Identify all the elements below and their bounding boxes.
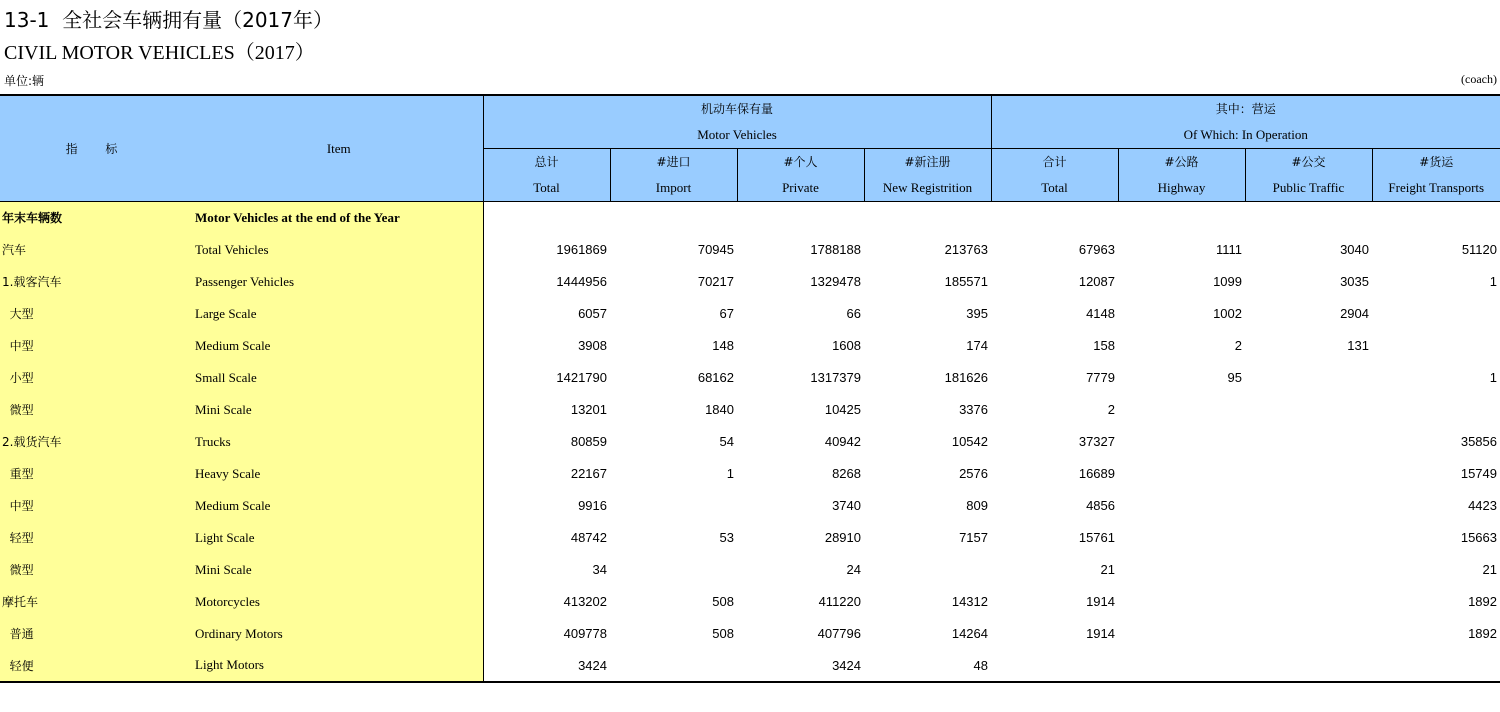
row-label-cn: 汽车 <box>0 234 195 266</box>
table-cell: 21 <box>1100 562 1115 577</box>
table-cell: 22167 <box>570 466 607 481</box>
table-cell: 10542 <box>951 434 988 449</box>
table-row <box>0 618 1500 650</box>
row-label-en: Motorcycles <box>195 586 483 618</box>
table-cell: 13201 <box>570 402 607 417</box>
table-cell <box>1245 202 1372 234</box>
table-cell <box>1372 330 1500 362</box>
table-cell <box>1118 522 1245 554</box>
table-cell <box>1372 650 1500 682</box>
table-cell: 66 <box>846 306 861 321</box>
table-cell: 1 <box>726 466 734 481</box>
table-cell: 3424 <box>737 650 864 682</box>
table-cell: 28910 <box>824 530 861 545</box>
table-cell: 1099 <box>1213 274 1242 289</box>
table-cell: 3040 <box>1340 242 1369 257</box>
table-cell: 67963 <box>1078 242 1115 257</box>
row-label-cn: 1.载客汽车 <box>0 266 195 298</box>
table-cell <box>1118 426 1245 458</box>
table-cell: 1 <box>1489 370 1497 385</box>
table-cell: 1 <box>1489 274 1497 289</box>
table-cell: 14312 <box>951 594 988 609</box>
table-cell: 68162 <box>697 370 734 385</box>
table-cell <box>1245 522 1372 554</box>
table-cell: 148 <box>712 338 734 353</box>
table-cell: 70217 <box>697 274 734 289</box>
table-cell: 7779 <box>1086 370 1115 385</box>
table-cell: 95 <box>1227 370 1242 385</box>
table-cell: 16689 <box>1078 466 1115 481</box>
unit-label-en: (coach) <box>1461 72 1497 86</box>
table-cell: 54 <box>719 434 734 449</box>
table-cell: 34 <box>592 562 607 577</box>
table-cell <box>1245 362 1372 394</box>
table-cell <box>1118 394 1245 426</box>
row-label-cn: 重型 <box>0 458 195 490</box>
indicator-header: 指 标 <box>0 95 195 202</box>
table-row <box>0 426 1500 458</box>
table-cell: 1111 <box>1215 242 1242 257</box>
row-label-en: Medium Scale <box>195 490 483 522</box>
table-cell: 2576 <box>959 466 988 481</box>
table-cell <box>991 650 1118 682</box>
column-header: 总计 Total <box>483 149 610 202</box>
row-label-cn: 小型 <box>0 362 195 394</box>
table-cell <box>1245 618 1372 650</box>
table-cell <box>1245 586 1372 618</box>
table-cell: 21 <box>1482 562 1497 577</box>
table-cell: 411220 <box>818 594 861 609</box>
table-cell: 4423 <box>1468 498 1497 513</box>
table-row <box>0 266 1500 298</box>
row-label-cn: 普通 <box>0 618 195 650</box>
vehicle-stats-table <box>0 94 1500 683</box>
item-header: Item <box>195 95 483 202</box>
table-row <box>0 234 1500 266</box>
table-cell: 2904 <box>1340 306 1369 321</box>
table-cell <box>1118 618 1245 650</box>
table-row <box>0 202 1500 234</box>
column-header: 合计 Total <box>991 149 1118 202</box>
table-cell: 24 <box>846 562 861 577</box>
row-label-en: Small Scale <box>195 362 483 394</box>
table-cell <box>610 554 737 586</box>
row-label-en: Light Motors <box>195 650 483 682</box>
table-row <box>0 522 1500 554</box>
table-cell: 131 <box>1347 338 1369 353</box>
table-cell <box>1118 490 1245 522</box>
motor-vehicles-group-header: 机动车保有量 Motor Vehicles <box>483 95 991 149</box>
table-cell: 10425 <box>824 402 861 417</box>
row-label-en: Large Scale <box>195 298 483 330</box>
table-row <box>0 394 1500 426</box>
table-cell <box>1118 202 1245 234</box>
unit-label-cn: 单位:辆 <box>4 74 45 88</box>
table-cell: 1317379 <box>810 370 861 385</box>
table-cell <box>1118 554 1245 586</box>
table-cell: 53 <box>719 530 734 545</box>
table-cell: 158 <box>1093 338 1115 353</box>
table-cell: 3376 <box>959 402 988 417</box>
table-row <box>0 490 1500 522</box>
table-title-en: CIVIL MOTOR VEHICLES（2017） <box>4 42 315 64</box>
table-cell: 3035 <box>1340 274 1369 289</box>
table-cell: 508 <box>712 626 734 641</box>
table-cell <box>1245 650 1372 682</box>
row-label-cn: 摩托车 <box>0 586 195 618</box>
row-label-en: Motor Vehicles at the end of the Year <box>195 202 483 234</box>
row-label-en: Ordinary Motors <box>195 618 483 650</box>
table-cell: 9916 <box>578 498 607 513</box>
table-cell: 4148 <box>1086 306 1115 321</box>
row-label-en: Mini Scale <box>195 394 483 426</box>
table-cell: 70945 <box>697 242 734 257</box>
row-label-cn: 微型 <box>0 554 195 586</box>
table-cell: 181626 <box>944 370 988 385</box>
table-cell: 1608 <box>832 338 861 353</box>
table-cell: 1002 <box>1213 306 1242 321</box>
table-cell: 67 <box>719 306 734 321</box>
row-label-en: Mini Scale <box>195 554 483 586</box>
table-cell: 6057 <box>578 306 607 321</box>
row-label-cn: 轻型 <box>0 522 195 554</box>
row-label-cn: 大型 <box>0 298 195 330</box>
table-cell: 7157 <box>959 530 988 545</box>
row-label-en: Trucks <box>195 426 483 458</box>
table-cell: 1961869 <box>556 242 607 257</box>
table-row <box>0 330 1500 362</box>
table-cell: 185571 <box>944 274 988 289</box>
table-cell <box>610 202 737 234</box>
row-label-en: Medium Scale <box>195 330 483 362</box>
table-cell <box>1245 490 1372 522</box>
column-header: #公路 Highway <box>1118 149 1245 202</box>
table-cell: 15761 <box>1078 530 1115 545</box>
table-cell <box>991 202 1118 234</box>
table-cell <box>1245 426 1372 458</box>
row-label-en: Total Vehicles <box>195 234 483 266</box>
table-cell: 1892 <box>1468 626 1497 641</box>
row-label-cn: 中型 <box>0 490 195 522</box>
table-cell <box>1372 202 1500 234</box>
table-cell: 213763 <box>944 242 988 257</box>
table-cell <box>610 490 737 522</box>
table-cell: 15663 <box>1460 530 1497 545</box>
table-cell <box>1118 458 1245 490</box>
column-header: #公交 Public Traffic <box>1245 149 1372 202</box>
in-operation-group-header: 其中：营运 Of Which: In Operation <box>991 95 1500 149</box>
row-label-cn: 年末车辆数 <box>0 202 195 234</box>
table-cell: 40942 <box>824 434 861 449</box>
table-row <box>0 650 1500 682</box>
table-cell <box>610 650 737 682</box>
table-cell <box>1118 650 1245 682</box>
table-row <box>0 362 1500 394</box>
table-cell: 407796 <box>817 626 861 641</box>
table-cell: 1914 <box>1086 594 1115 609</box>
table-cell: 1421790 <box>556 370 607 385</box>
table-cell <box>1118 586 1245 618</box>
table-cell: 14264 <box>951 626 988 641</box>
column-header: #新注册 New Registrition <box>864 149 991 202</box>
column-header: #个人 Private <box>737 149 864 202</box>
table-cell: 413202 <box>563 594 607 609</box>
table-cell: 1914 <box>1086 626 1115 641</box>
row-label-cn: 轻便 <box>0 650 195 682</box>
table-cell: 12087 <box>1078 274 1115 289</box>
row-label-cn: 中型 <box>0 330 195 362</box>
table-cell: 409778 <box>563 626 607 641</box>
table-cell: 3424 <box>483 650 610 682</box>
table-cell: 4856 <box>1086 498 1115 513</box>
row-label-cn: 微型 <box>0 394 195 426</box>
table-cell: 80859 <box>570 434 607 449</box>
table-cell: 1840 <box>705 402 734 417</box>
row-label-cn: 2.载货汽车 <box>0 426 195 458</box>
table-cell: 3740 <box>832 498 861 513</box>
table-cell: 508 <box>712 594 734 609</box>
column-header: #货运 Freight Transports <box>1372 149 1500 202</box>
table-cell: 48742 <box>570 530 607 545</box>
table-cell: 35856 <box>1460 434 1497 449</box>
row-label-en: Light Scale <box>195 522 483 554</box>
table-cell <box>864 202 991 234</box>
table-title-cn: 13-1 全社会车辆拥有量（2017年） <box>4 8 334 32</box>
table-cell: 1444956 <box>556 274 607 289</box>
row-label-en: Passenger Vehicles <box>195 266 483 298</box>
table-row <box>0 554 1500 586</box>
table-cell <box>1372 298 1500 330</box>
table-cell: 1329478 <box>810 274 861 289</box>
table-cell <box>1245 394 1372 426</box>
table-cell <box>1245 458 1372 490</box>
table-cell: 809 <box>966 498 988 513</box>
table-cell: 48 <box>864 650 991 682</box>
table-cell: 1788188 <box>810 242 861 257</box>
table-cell <box>1372 394 1500 426</box>
row-label-en: Heavy Scale <box>195 458 483 490</box>
table-cell <box>483 202 610 234</box>
table-cell: 2 <box>1107 402 1115 417</box>
table-cell: 1892 <box>1468 594 1497 609</box>
table-cell <box>864 554 991 586</box>
table-row <box>0 458 1500 490</box>
table-cell: 15749 <box>1460 466 1497 481</box>
table-cell: 3908 <box>578 338 607 353</box>
column-header: #进口 Import <box>610 149 737 202</box>
table-cell: 37327 <box>1078 434 1115 449</box>
table-cell: 395 <box>966 306 988 321</box>
table-cell <box>737 202 864 234</box>
table-cell: 51120 <box>1461 242 1497 257</box>
table-row <box>0 586 1500 618</box>
table-body <box>0 202 1500 682</box>
table-cell: 2 <box>1234 338 1242 353</box>
table-row <box>0 298 1500 330</box>
table-cell: 174 <box>966 338 988 353</box>
table-cell <box>1245 554 1372 586</box>
table-cell: 8268 <box>832 466 861 481</box>
